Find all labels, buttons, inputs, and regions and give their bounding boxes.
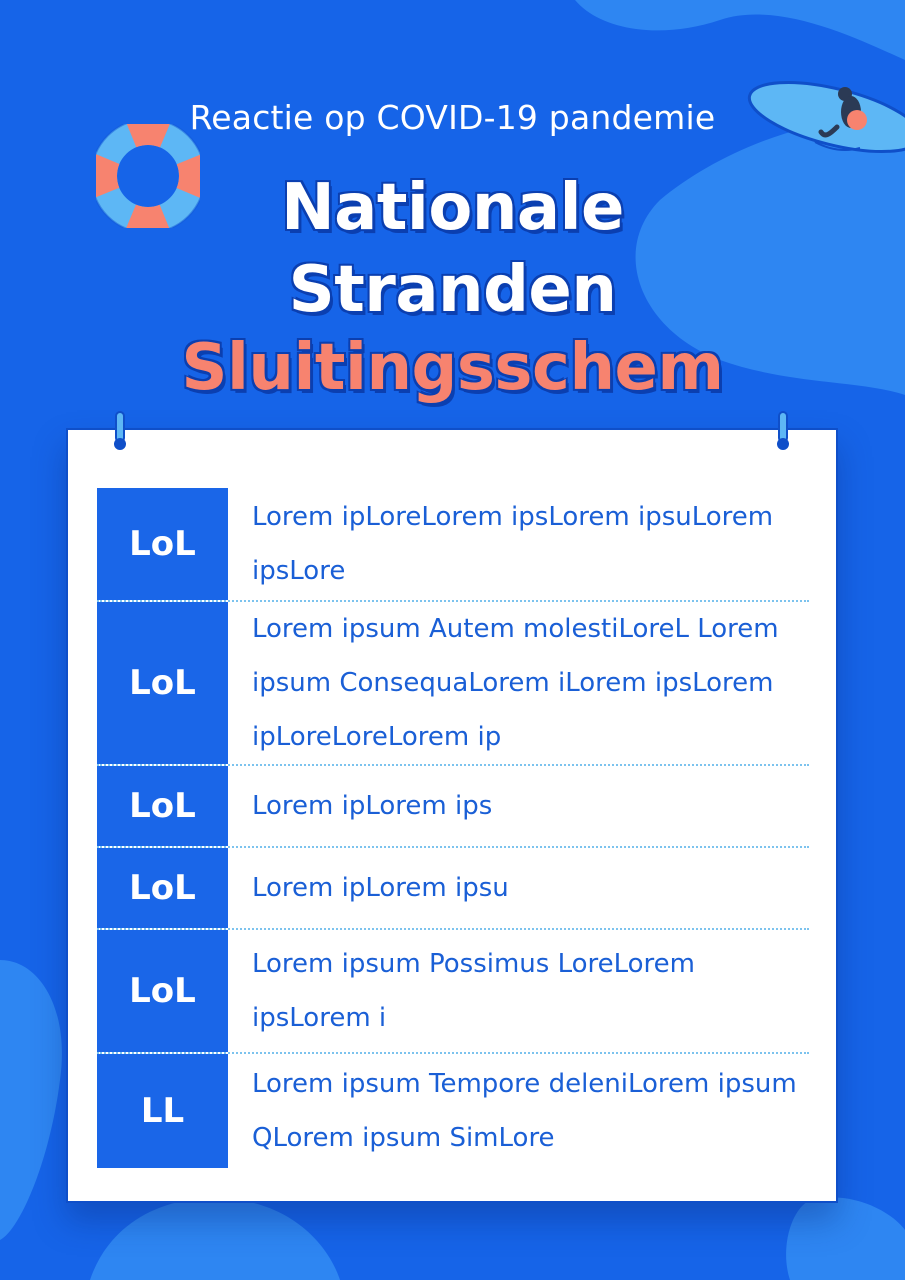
title-line-2: Stranden bbox=[288, 253, 617, 327]
schedule-row bbox=[97, 848, 809, 930]
row-text: Lorem ipLorem ipsu bbox=[252, 873, 509, 903]
row-text: Lorem ipsum Possimus LoreLorem ipsLorem i bbox=[252, 949, 696, 1033]
row-label: LoL bbox=[97, 488, 228, 600]
pin-icon bbox=[110, 410, 130, 450]
schedule-row bbox=[97, 1054, 809, 1168]
title-line-3: Sluitingsschem bbox=[181, 331, 724, 405]
row-text: Lorem ipsum Tempore deleniLorem ipsum QLorem ipsum SimLore bbox=[252, 1069, 797, 1153]
row-label: LL bbox=[97, 1054, 228, 1168]
row-label: LoL bbox=[97, 766, 228, 846]
row-text: Lorem ipLorem ips bbox=[252, 791, 493, 821]
row-label: LoL bbox=[97, 602, 228, 764]
schedule-row bbox=[97, 930, 809, 1054]
schedule-row bbox=[97, 488, 809, 602]
schedule-table bbox=[97, 488, 809, 1168]
row-label: LoL bbox=[97, 848, 228, 928]
subtitle: Reactie op COVID-19 pandemie bbox=[189, 98, 716, 137]
title-line-1: Nationale bbox=[281, 171, 624, 245]
row-text: Lorem ipLoreLorem ipsLorem ipsuLorem ipsLore bbox=[252, 502, 774, 586]
schedule-row bbox=[97, 766, 809, 848]
schedule-row bbox=[97, 602, 809, 766]
pin-icon bbox=[773, 410, 793, 450]
row-text: Lorem ipsum Autem molestiLoreL Lorem ipsum ConsequaLorem iLorem ipsLorem ipLoreLoreLorem ip bbox=[252, 614, 779, 752]
row-label: LoL bbox=[97, 930, 228, 1052]
